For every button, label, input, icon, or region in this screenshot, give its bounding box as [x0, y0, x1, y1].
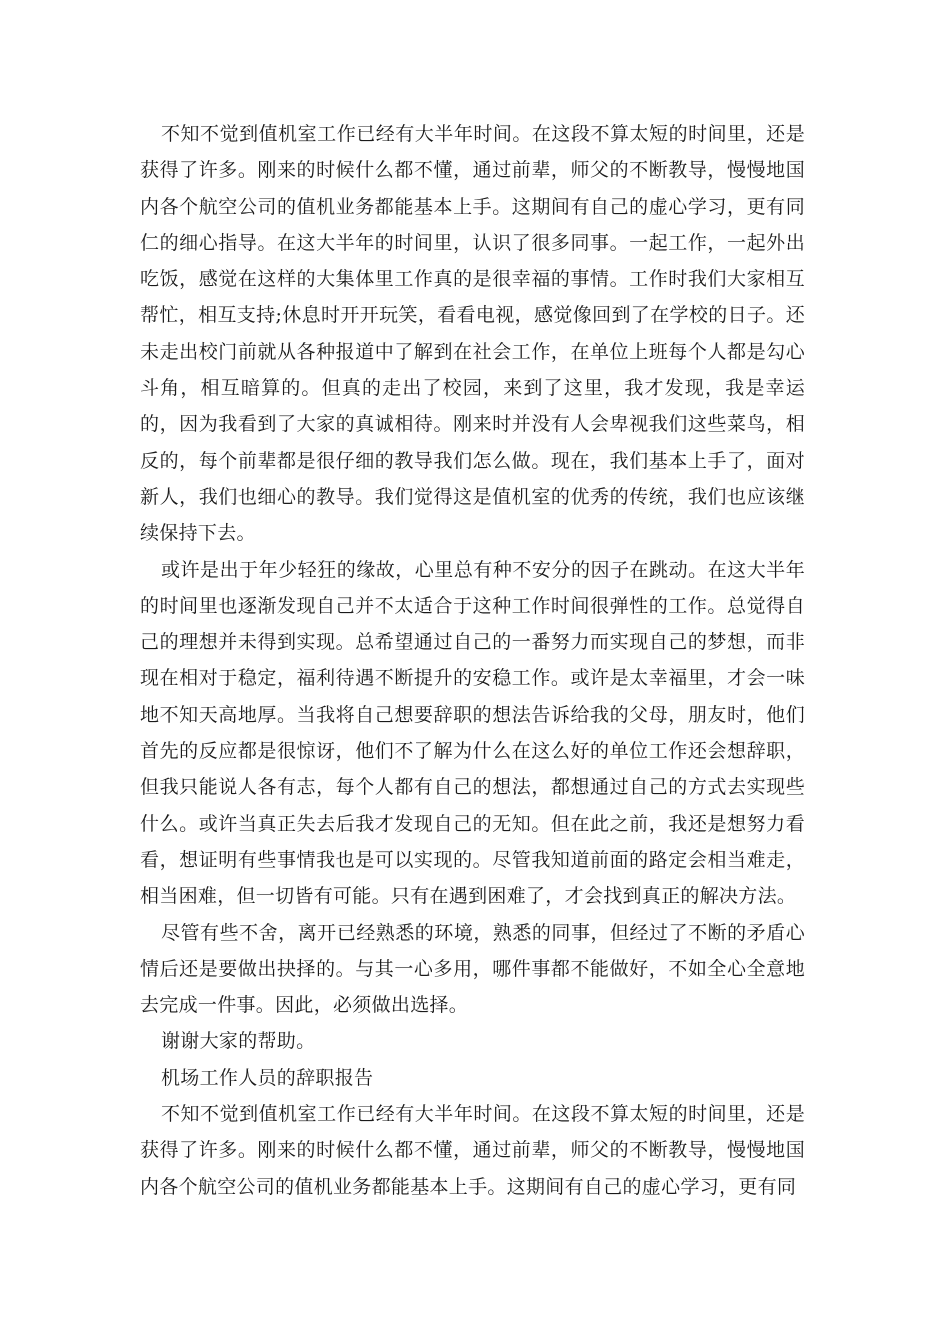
paragraph-reason: 或许是出于年少轻狂的缘故，心里总有种不安分的因子在跳动。在这大半年的时间里也逐渐发现自己并不太适合于这种工作时间很弹性的工作。总觉得自己的理想并未得到实现。总希望通过自己的一番努力而实现自己的梦想，而非现在相对于稳定，福利待遇不断提升的安稳工作。或许是太幸福里，才会一味地不知天高地厚。当我将自己想要辞职的想法告诉给我的父母，朋友时，他们首先的反应都是很惊讶，他们不了解为什么在这么好的单位工作还会想辞职，但我只能说人各有志，每个人都有自己的想法，都想通过自己的方式去实现些什么。或许当真正失去后我才发现自己的无知。但在此之前，我还是想努力看看，想证明有些事情我也是可以实现的。尽管我知道前面的路定会相当难走，相当困难，但一切皆有可能。只有在遇到困难了，才会找到真正的解决方法。 [140, 558, 805, 908]
paragraph-decision: 尽管有些不舍，离开已经熟悉的环境，熟悉的同事，但经过了不断的矛盾心情后还是要做出抉择的。与其一心多用，哪件事都不能做好，不如全心全意地去完成一件事。因此，必须做出选择。 [140, 921, 805, 1017]
paragraph-intro: 不知不觉到值机室工作已经有大半年时间。在这段不算太短的时间里，还是获得了许多。刚来的时候什么都不懂，通过前辈，师父的不断教导，慢慢地国内各个航空公司的值机业务都能基本上手。这期间有自己的虚心学习，更有同仁的细心指导。在这大半年的时间里，认识了很多同事。一起工作，一起外出吃饭，感觉在这样的大集体里工作真的是很幸福的事情。工作时我们大家相互帮忙，相互支持;休息时开开玩笑，看看电视，感觉像回到了在学校的日子。还未走出校门前就从各种报道中了解到在社会工作，在单位上班每个人都是勾心斗角，相互暗算的。但真的走出了校园，来到了这里，我才发现，我是幸运的，因为我看到了大家的真诚相待。刚来时并没有人会卑视我们这些菜鸟，相反的，每个前辈都是很仔细的教导我们怎么做。现在，我们基本上手了，面对新人，我们也细心的教导。我们觉得这是值机室的优秀的传统，我们也应该继续保持下去。 [140, 123, 805, 545]
section-heading: 机场工作人员的辞职报告 [161, 1066, 374, 1089]
paragraph-thanks: 谢谢大家的帮助。 [161, 1030, 316, 1053]
document-body [140, 116, 805, 1205]
paragraph-intro-repeat: 不知不觉到值机室工作已经有大半年时间。在这段不算太短的时间里，还是获得了许多。刚来的时候什么都不懂，通过前辈，师父的不断教导，慢慢地国内各个航空公司的值机业务都能基本上手。这期间有自己的虚心学习，更有同 [140, 1103, 805, 1198]
